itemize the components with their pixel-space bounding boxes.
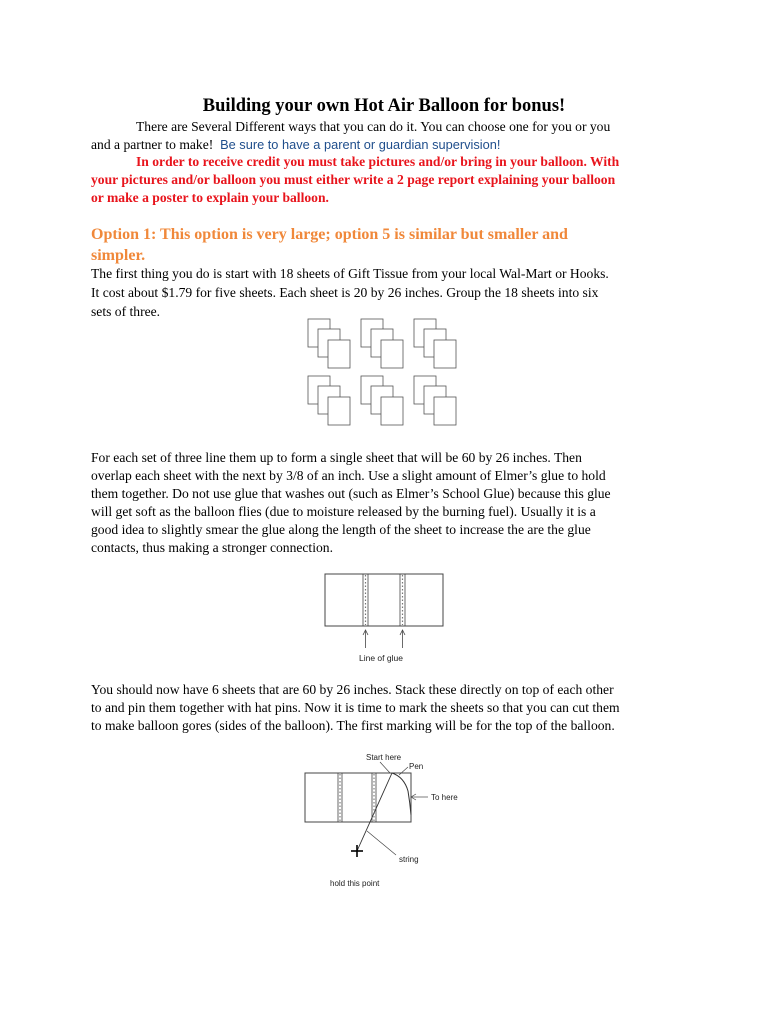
to-here-label: To here — [431, 793, 458, 802]
glue-line-figure — [322, 570, 452, 670]
para3-line-3: to make balloon gores (sides of the balloon). The first marking will be for the top of the balloon. — [91, 718, 615, 733]
credit-notice-line-1: In order to receive credit you must take pictures and/or bring in your balloon. With — [136, 154, 620, 169]
pen-label: Pen — [409, 762, 424, 771]
para3-line-1: You should now have 6 sheets that are 60 by 26 inches. Stack these directly on top of each other — [91, 682, 614, 697]
tissue-sheets-figure — [303, 316, 473, 436]
hold-point-label: hold this point — [330, 879, 380, 888]
para3-line-2: to and pin them together with hat pins. Now it is time to mark the sheets so that you can cut them — [91, 700, 620, 715]
para2-line-2: overlap each sheet with the next by 3/8 of an inch. Use a slight amount of Elmer’s glue to hold — [91, 468, 606, 483]
option-1-heading — [91, 224, 651, 266]
option-1-heading-line-2: simpler. — [91, 247, 146, 264]
string-label: string — [399, 855, 419, 864]
credit-notice-line-2: your pictures and/or balloon you must either write a 2 page report explaining your balloon — [91, 172, 616, 187]
glue-line-label: Line of glue — [359, 653, 403, 663]
intro-line-1: There are Several Different ways that you can do it. You can choose one for you or you — [136, 119, 611, 134]
para2-line-5: good idea to slightly smear the glue along the length of the sheet to increase the are the glue — [91, 522, 591, 537]
para1-line-2: It cost about $1.79 for five sheets. Each sheet is 20 by 26 inches. Group the 18 sheets into six — [91, 285, 599, 300]
option-1-heading-line-1: Option 1: This option is very large; option 5 is similar but smaller and — [91, 226, 568, 243]
credit-notice-line-3: or make a poster to explain your balloon. — [91, 190, 329, 205]
para2-line-6: contacts, thus making a stronger connection. — [91, 540, 333, 555]
para1-line-1: The first thing you do is start with 18 sheets of Gift Tissue from your local Wal-Mart or Hooks. — [91, 266, 609, 281]
intro-line-2 — [91, 136, 500, 155]
supervision-note: Be sure to have a parent or guardian supervision! — [220, 137, 501, 152]
para2-line-4: will get soft as the balloon flies (due to moisture released by the burning fuel). Usually it is a — [91, 504, 596, 519]
para2-line-1: For each set of three line them up to form a single sheet that will be 60 by 26 inches. Then — [91, 450, 582, 465]
start-here-label: Start here — [366, 753, 402, 762]
intro-line-2-text: and a partner to make! — [91, 137, 214, 152]
page-title: Building your own Hot Air Balloon for bonus! — [202, 96, 566, 116]
para2-line-3: them together. Do not use glue that washes out (such as Elmer’s School Glue) because this glue — [91, 486, 611, 501]
para1-line-3: sets of three. — [91, 304, 161, 319]
marking-figure — [300, 745, 480, 895]
